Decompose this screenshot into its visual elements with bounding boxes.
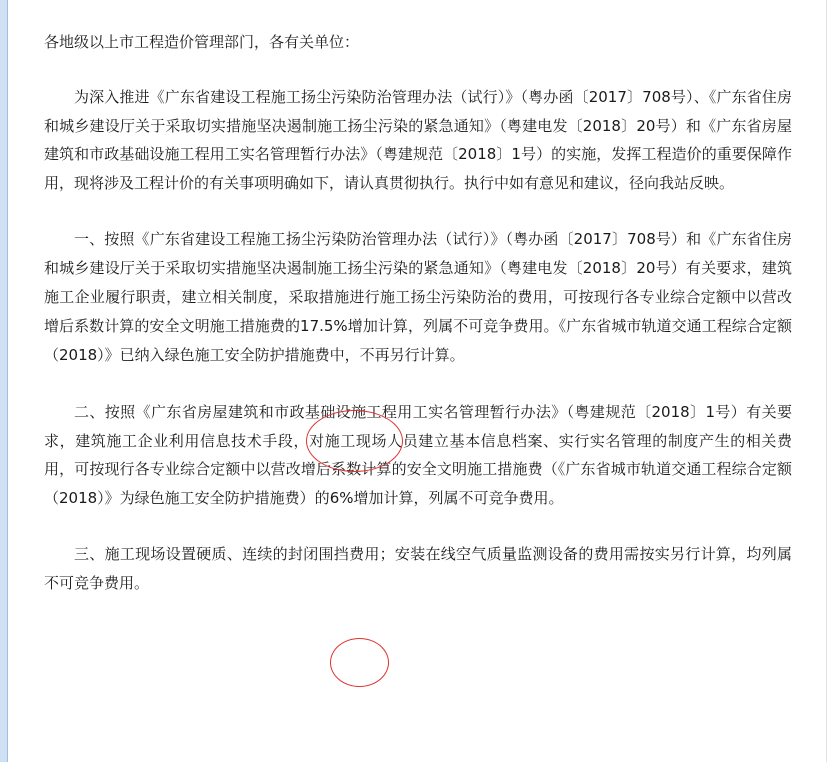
right-page-border xyxy=(826,0,827,762)
item-2-text-before: 二、按照《广东省房屋建筑和市政基础设施工程用工实名管理暂行办法》（粤建规范〔2018〕1号）有关要求，建筑施工企业利用信息技术手段，对施工现场人员建立基本信息档案、实行实名管理的制度产生的相关费用，可按现行各专业综合定额中以营改增后系数计算的安全文明施工措施费（《广东省城市轨道交通工程综合定额（2018）》为绿色施工安全防护措施费）的 xyxy=(44,403,792,507)
item-1-paragraph xyxy=(44,225,792,370)
item-2-paragraph xyxy=(44,398,792,512)
greeting: 各地级以上市工程造价管理部门，各有关单位： xyxy=(44,33,360,51)
item-2-highlight: 6%增 xyxy=(329,488,369,507)
item-1-highlight: 17.5%增 xyxy=(300,317,363,336)
left-margin-bar xyxy=(0,0,7,762)
document-body xyxy=(44,28,792,597)
item-1-text-after: 加计算，列属不可竞争费用。《广东省城市轨道交通工程综合定额（2018）》已纳入绿色施工安全防护措施费中，不再另行计算。 xyxy=(44,317,792,365)
item-2-text-after: 加计算，列属不可竞争费用。 xyxy=(368,488,564,507)
red-circle-annotation-2 xyxy=(330,638,389,687)
item-3-paragraph: 三、施工现场设置硬质、连续的封闭围挡费用；安装在线空气质量监测设备的费用需按实另行计算，均列属不可竞争费用。 xyxy=(44,545,792,592)
item-1-text-before: 一、按照《广东省建设工程施工扬尘污染防治管理办法（试行）》（粤办函〔2017〕708号）和《广东省住房和城乡建设厅关于采取切实措施坚决遏制施工扬尘污染的紧急通知》（粤建电发〔2018〕20号）有关要求，建筑施工企业履行职责，建立相关制度，采取措施进行施工扬尘污染防治的费用，可按现行各专业综合定额中以营改增后系数计算的安全文明施工措施费的 xyxy=(44,230,792,336)
intro-paragraph: 为深入推进《广东省建设工程施工扬尘污染防治管理办法（试行）》（粤办函〔2017〕708号）、《广东省住房和城乡建设厅关于采取切实措施坚决遏制施工扬尘污染的紧急通知》（粤建电发〔2018〕20号）和《广东省房屋建筑和市政基础设施工程用工实名管理暂行办法》（粤建规范〔2018〕1号）的实施，发挥工程造价的重要保障作用，现将涉及工程计价的有关事项明确如下，请认真贯彻执行。执行中如有意见和建议，径向我站反映。 xyxy=(44,88,792,192)
left-margin-border xyxy=(7,0,8,762)
